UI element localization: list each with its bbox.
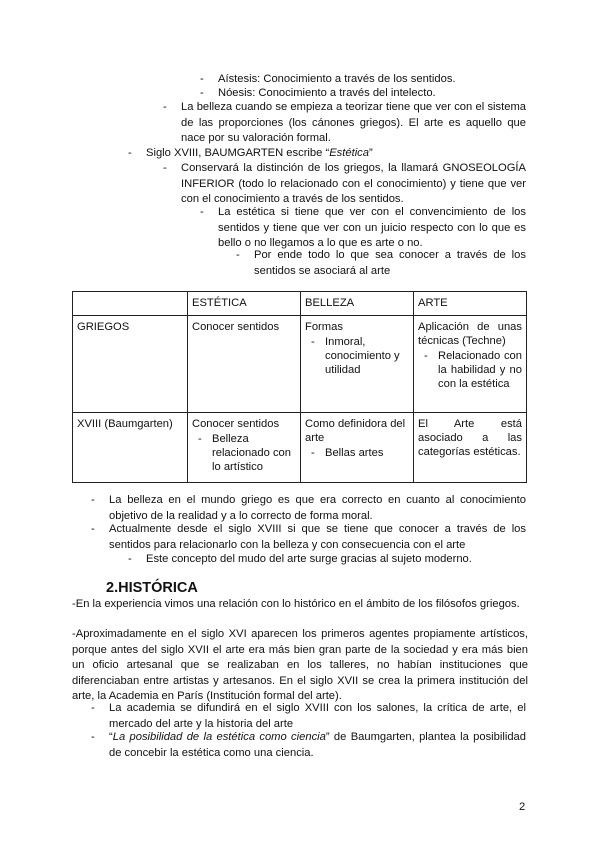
row-label: XVIII (Baumgarten): [73, 413, 188, 483]
table-cell: [301, 413, 414, 483]
cell-sub-item: - Relacionado con la habilidad y no con la estética: [424, 350, 522, 390]
estetica-convencimiento-text: La estética si tiene que ver con el convencimiento de los sentidos y tiene que ver con un juicio respecto con lo que es bello o no llegamos a lo que es arte o no.: [218, 206, 526, 249]
comparison-table: [72, 291, 527, 483]
bullet-dash: -: [200, 87, 204, 99]
table-cell: [414, 316, 527, 413]
academia-text: La academia se difundirá en el siglo XVIII con los salones, la crítica de arte, el mercado del arte y la historia del arte: [109, 702, 526, 730]
table-cell: Conocer sentidos: [188, 316, 301, 413]
bullet-dash: -: [91, 494, 95, 506]
aistesis-text: Aístesis: Conocimiento a través de los sentidos.: [218, 73, 456, 85]
bullet-dash: -: [91, 731, 95, 743]
table-header-cell: ESTÉTICA: [188, 292, 301, 316]
cell-sub-item: - Bellas artes: [311, 447, 384, 459]
row-label: GRIEGOS: [73, 316, 188, 413]
bullet-dash: -: [91, 523, 95, 535]
bullet-dash: -: [128, 147, 132, 159]
table-row: [73, 413, 527, 483]
bullet-dash: -: [163, 101, 167, 113]
table-cell: El Arte está asociado a las categorías estéticas.: [414, 413, 527, 483]
cell-text: Como definidora del arte: [305, 418, 406, 444]
noesis-text: Nóesis: Conocimiento a través del intelecto.: [218, 87, 436, 99]
por-ende-text: Por ende todo lo que sea conocer a través de los sentidos se asociará al arte: [254, 249, 526, 277]
concepto-mundo-text: Este concepto del mudo del arte surge gracias al sujeto moderno.: [146, 553, 472, 565]
bullet-dash: -: [236, 249, 240, 261]
cell-sub-item: - Belleza relacionado con lo artístico: [198, 433, 291, 473]
bullet-dash: -: [128, 553, 132, 565]
section-heading: 2.HISTÓRICA: [106, 580, 198, 596]
actualmente-text: Actualmente desde el siglo XVIII si que se tiene que conocer a través de los sentidos para relacionarlo con la belleza y con consecuencia con el arte: [109, 523, 526, 551]
historica-p2: -Aproximadamente en el siglo XVI aparecen los primeros agentes propiamente artísticos, porque antes del siglo XVII el arte era más bien gran parte de la sociedad y era más bien un oficio artesanal que se realizaban en los talleres, no habían instituciones que diferenciaban entre artistas y artesanos. En el siglo XVII se crea la primera institución del arte, la Academia en París (Institución formal del arte).: [72, 628, 528, 702]
belleza-teorizar-text: La belleza cuando se empieza a teorizar tiene que ver con el sistema de las proporciones (los cánones griegos). El arte es aquello que nace por su valoración formal.: [181, 101, 526, 144]
belleza-griego-text: La belleza en el mundo griego es que era correcto en cuanto al conocimiento objetivo de la realidad y a lo correcto de forma moral.: [109, 494, 526, 522]
table-cell: [188, 413, 301, 483]
table-header-cell: ARTE: [414, 292, 527, 316]
posibilidad-text: “La posibilidad de la estética como ciencia” de Baumgarten, plantea la posibilidad de concebir la estética como una ciencia.: [109, 731, 526, 759]
siglo-baumgarten-line: Siglo XVIII, BAUMGARTEN escribe “Estética”: [146, 147, 373, 159]
table-row: [73, 316, 527, 413]
table-header-cell: [73, 292, 188, 316]
page-number: 2: [519, 801, 526, 813]
cell-text: Conocer sentidos: [192, 418, 280, 430]
cell-sub-item: - Inmoral, conocimiento y utilidad: [311, 336, 400, 376]
table-cell: [301, 316, 414, 413]
bullet-dash: -: [163, 162, 167, 174]
table-header-row: [73, 292, 527, 316]
bullet-dash: -: [200, 206, 204, 218]
bullet-dash: -: [200, 73, 204, 85]
historica-p1: -En la experiencia vimos una relación con lo histórico en el ámbito de los filósofos griegos.: [72, 598, 520, 610]
bullet-dash: -: [91, 702, 95, 714]
table-header-cell: BELLEZA: [301, 292, 414, 316]
cell-text: Aplicación de unas técnicas (Techne): [418, 321, 522, 347]
cell-text: Formas: [305, 321, 343, 333]
conservara-text: Conservará la distinción de los griegos, la llamará GNOSEOLOGÍA INFERIOR (todo lo relacionado con el conocimiento) y tiene que ver con el conocimiento a través de los sentidos.: [181, 162, 526, 205]
